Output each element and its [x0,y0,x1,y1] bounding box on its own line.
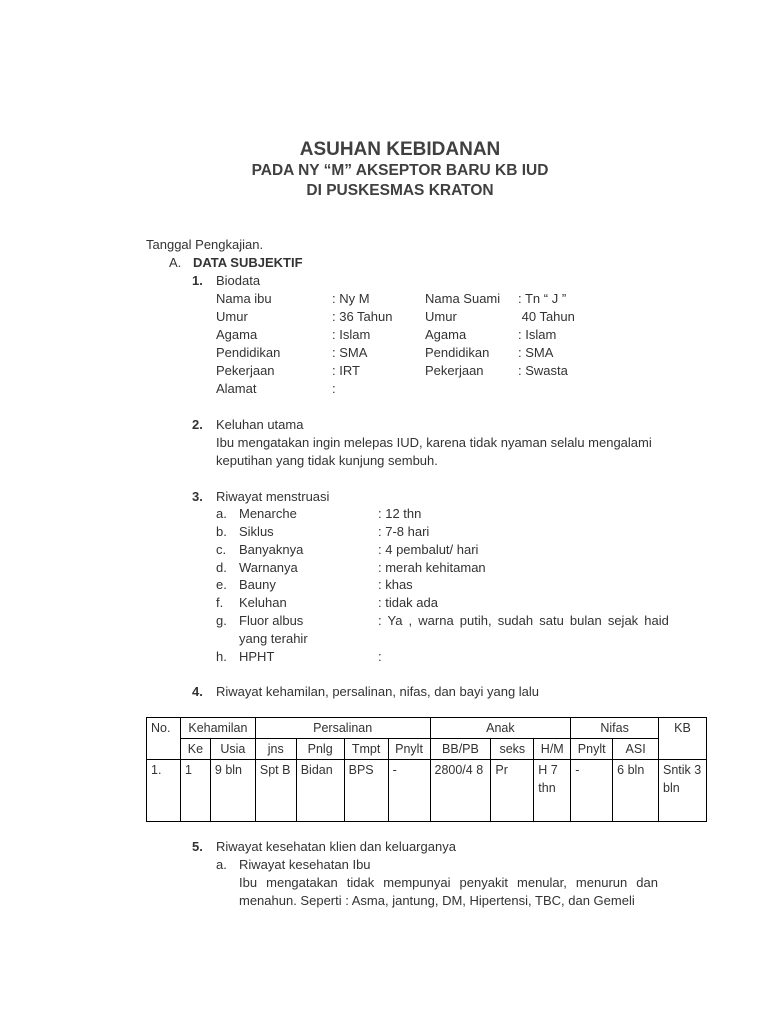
keluhan-heading: Keluhan utama [216,417,304,432]
biodata-value: : SMA [332,345,368,360]
list-item-label: Bauny [239,577,276,592]
keluhan-number: 2. [192,417,203,432]
table-header-cell: ASI [613,739,659,760]
list-item-value: : tidak ada [378,595,438,610]
document-subtitle-2: DI PUSKESMAS KRATON [306,182,494,199]
list-item-letter: a. [216,506,227,521]
list-item-value: : 7-8 hari [378,524,430,539]
list-item-value: : khas [378,577,413,592]
table-header-cell: Pnylt [388,739,430,760]
biodata-label-suami: Nama Suami [425,291,501,306]
table-header-cell: No. [147,718,181,739]
table-cell: 9 bln [210,760,255,822]
table-cell: - [571,760,613,822]
list-item-letter: e. [216,577,227,592]
list-item-letter: f. [216,595,224,610]
biodata-value-suami: : Swasta [518,363,568,378]
table-header-cell: Pnlg [296,739,344,760]
table-cell: Pr [491,760,534,822]
table-header-cell: Tmpt [344,739,388,760]
biodata-label-suami: Pekerjaan [425,363,484,378]
table-header-cell: Anak [430,718,571,739]
kesehatan-number: 5. [192,839,203,854]
table-cell: Spt B [255,760,296,822]
biodata-label-suami: Umur [425,309,457,324]
list-item-letter: b. [216,524,227,539]
biodata-value: : 36 Tahun [332,309,393,324]
list-item-label: Keluhan [239,595,287,610]
table-header-cell [659,739,707,760]
biodata-label: Pendidikan [216,345,281,360]
table-cell: Sntik 3 bln [659,760,707,822]
list-item-label: Banyaknya [239,542,304,557]
list-item-label: Menarche [239,506,297,521]
list-item-value: : 12 thn [378,506,422,521]
keluhan-text-line-1: Ibu mengatakan ingin melepas IUD, karena tidak nyaman selalu mengalami [216,435,652,450]
list-item-letter: h. [216,649,227,664]
biodata-value-suami: : SMA [518,345,554,360]
list-item-letter: g. [216,613,227,628]
kesehatan-sub-letter: a. [216,857,227,872]
biodata-label: Agama [216,327,258,342]
table-cell: 1 [180,760,210,822]
table-cell: H 7 thn [534,760,571,822]
table-header-cell: Persalinan [255,718,430,739]
biodata-label: Alamat [216,381,257,396]
table-cell: 6 bln [613,760,659,822]
biodata-value-suami: 40 Tahun [518,309,575,324]
table-header-cell: Pnylt [571,739,613,760]
table-row [147,760,707,822]
menstruasi-heading: Riwayat menstruasi [216,489,330,504]
keluhan-text-line-2: keputihan yang tidak kunjung sembuh. [216,453,438,468]
table-header-cell: Kehamilan [180,718,255,739]
section-a-marker: A. [169,255,182,270]
biodata-heading: Biodata [216,273,261,288]
biodata-label: Umur [216,309,248,324]
biodata-value: : IRT [332,363,360,378]
kehamilan-number: 4. [192,684,203,699]
kehamilan-heading: Riwayat kehamilan, persalinan, nifas, dan bayi yang lalu [216,684,540,699]
list-item-letter: c. [216,542,227,557]
kesehatan-ibu-text: Ibu mengatakan tidak mempunyai penyakit menular, menurun dan menahun. Seperti : Asma, jantung, DM, Hipertensi, TBC, dan Gemeli [239,875,658,908]
biodata-label-suami: Agama [425,327,467,342]
table-cell: 1. [147,760,181,822]
biodata-value-suami: : Tn “ J ” [518,291,567,306]
list-item-value-continued: yang terahir [239,631,308,646]
table-subheader-row [147,739,707,760]
list-item-value: : Ya , warna putih, sudah satu bulan sejak haid [378,613,669,628]
kesehatan-heading: Riwayat kesehatan klien dan keluarganya [216,839,456,854]
table-cell: Bidan [296,760,344,822]
list-item-label: Fluor albus [239,613,304,628]
table-header-cell: H/M [534,739,571,760]
biodata-value: : [332,381,336,396]
biodata-value-suami: : Islam [518,327,557,342]
list-item-label: Warnanya [239,560,298,575]
table-cell: - [388,760,430,822]
table-cell: 2800/4 8 [430,760,491,822]
riwayat-kehamilan-table [146,717,707,822]
list-item-value: : merah kehitaman [378,560,486,575]
biodata-value: : Islam [332,327,371,342]
biodata-value: : Ny M [332,291,370,306]
table-header-cell: Nifas [571,718,659,739]
list-item-letter: d. [216,560,227,575]
section-a-title: DATA SUBJEKTIF [193,255,303,270]
biodata-label: Nama ibu [216,291,272,306]
table-header-cell: seks [491,739,534,760]
list-item-value: : [378,649,382,664]
title-block [0,138,768,201]
table-cell: BPS [344,760,388,822]
tanggal-pengkajian: Tanggal Pengkajian. [146,237,264,252]
list-item-label: Siklus [239,524,274,539]
menstruasi-number: 3. [192,489,203,504]
list-item-value: : 4 pembalut/ hari [378,542,479,557]
biodata-label-suami: Pendidikan [425,345,490,360]
biodata-number: 1. [192,273,203,288]
table-header-cell: Ke [180,739,210,760]
table-header-row [147,718,707,739]
document-title: ASUHAN KEBIDANAN [299,139,501,160]
table-header-cell [147,739,181,760]
table-header-cell: KB [659,718,707,739]
kesehatan-sub-heading: Riwayat kesehatan Ibu [239,857,371,872]
table-header-cell: Usia [210,739,255,760]
list-item-label: HPHT [239,649,275,664]
document-subtitle-1: PADA NY “M” AKSEPTOR BARU KB IUD [251,162,549,179]
table-header-cell: BB/PB [430,739,491,760]
biodata-label: Pekerjaan [216,363,275,378]
table-header-cell: jns [255,739,296,760]
